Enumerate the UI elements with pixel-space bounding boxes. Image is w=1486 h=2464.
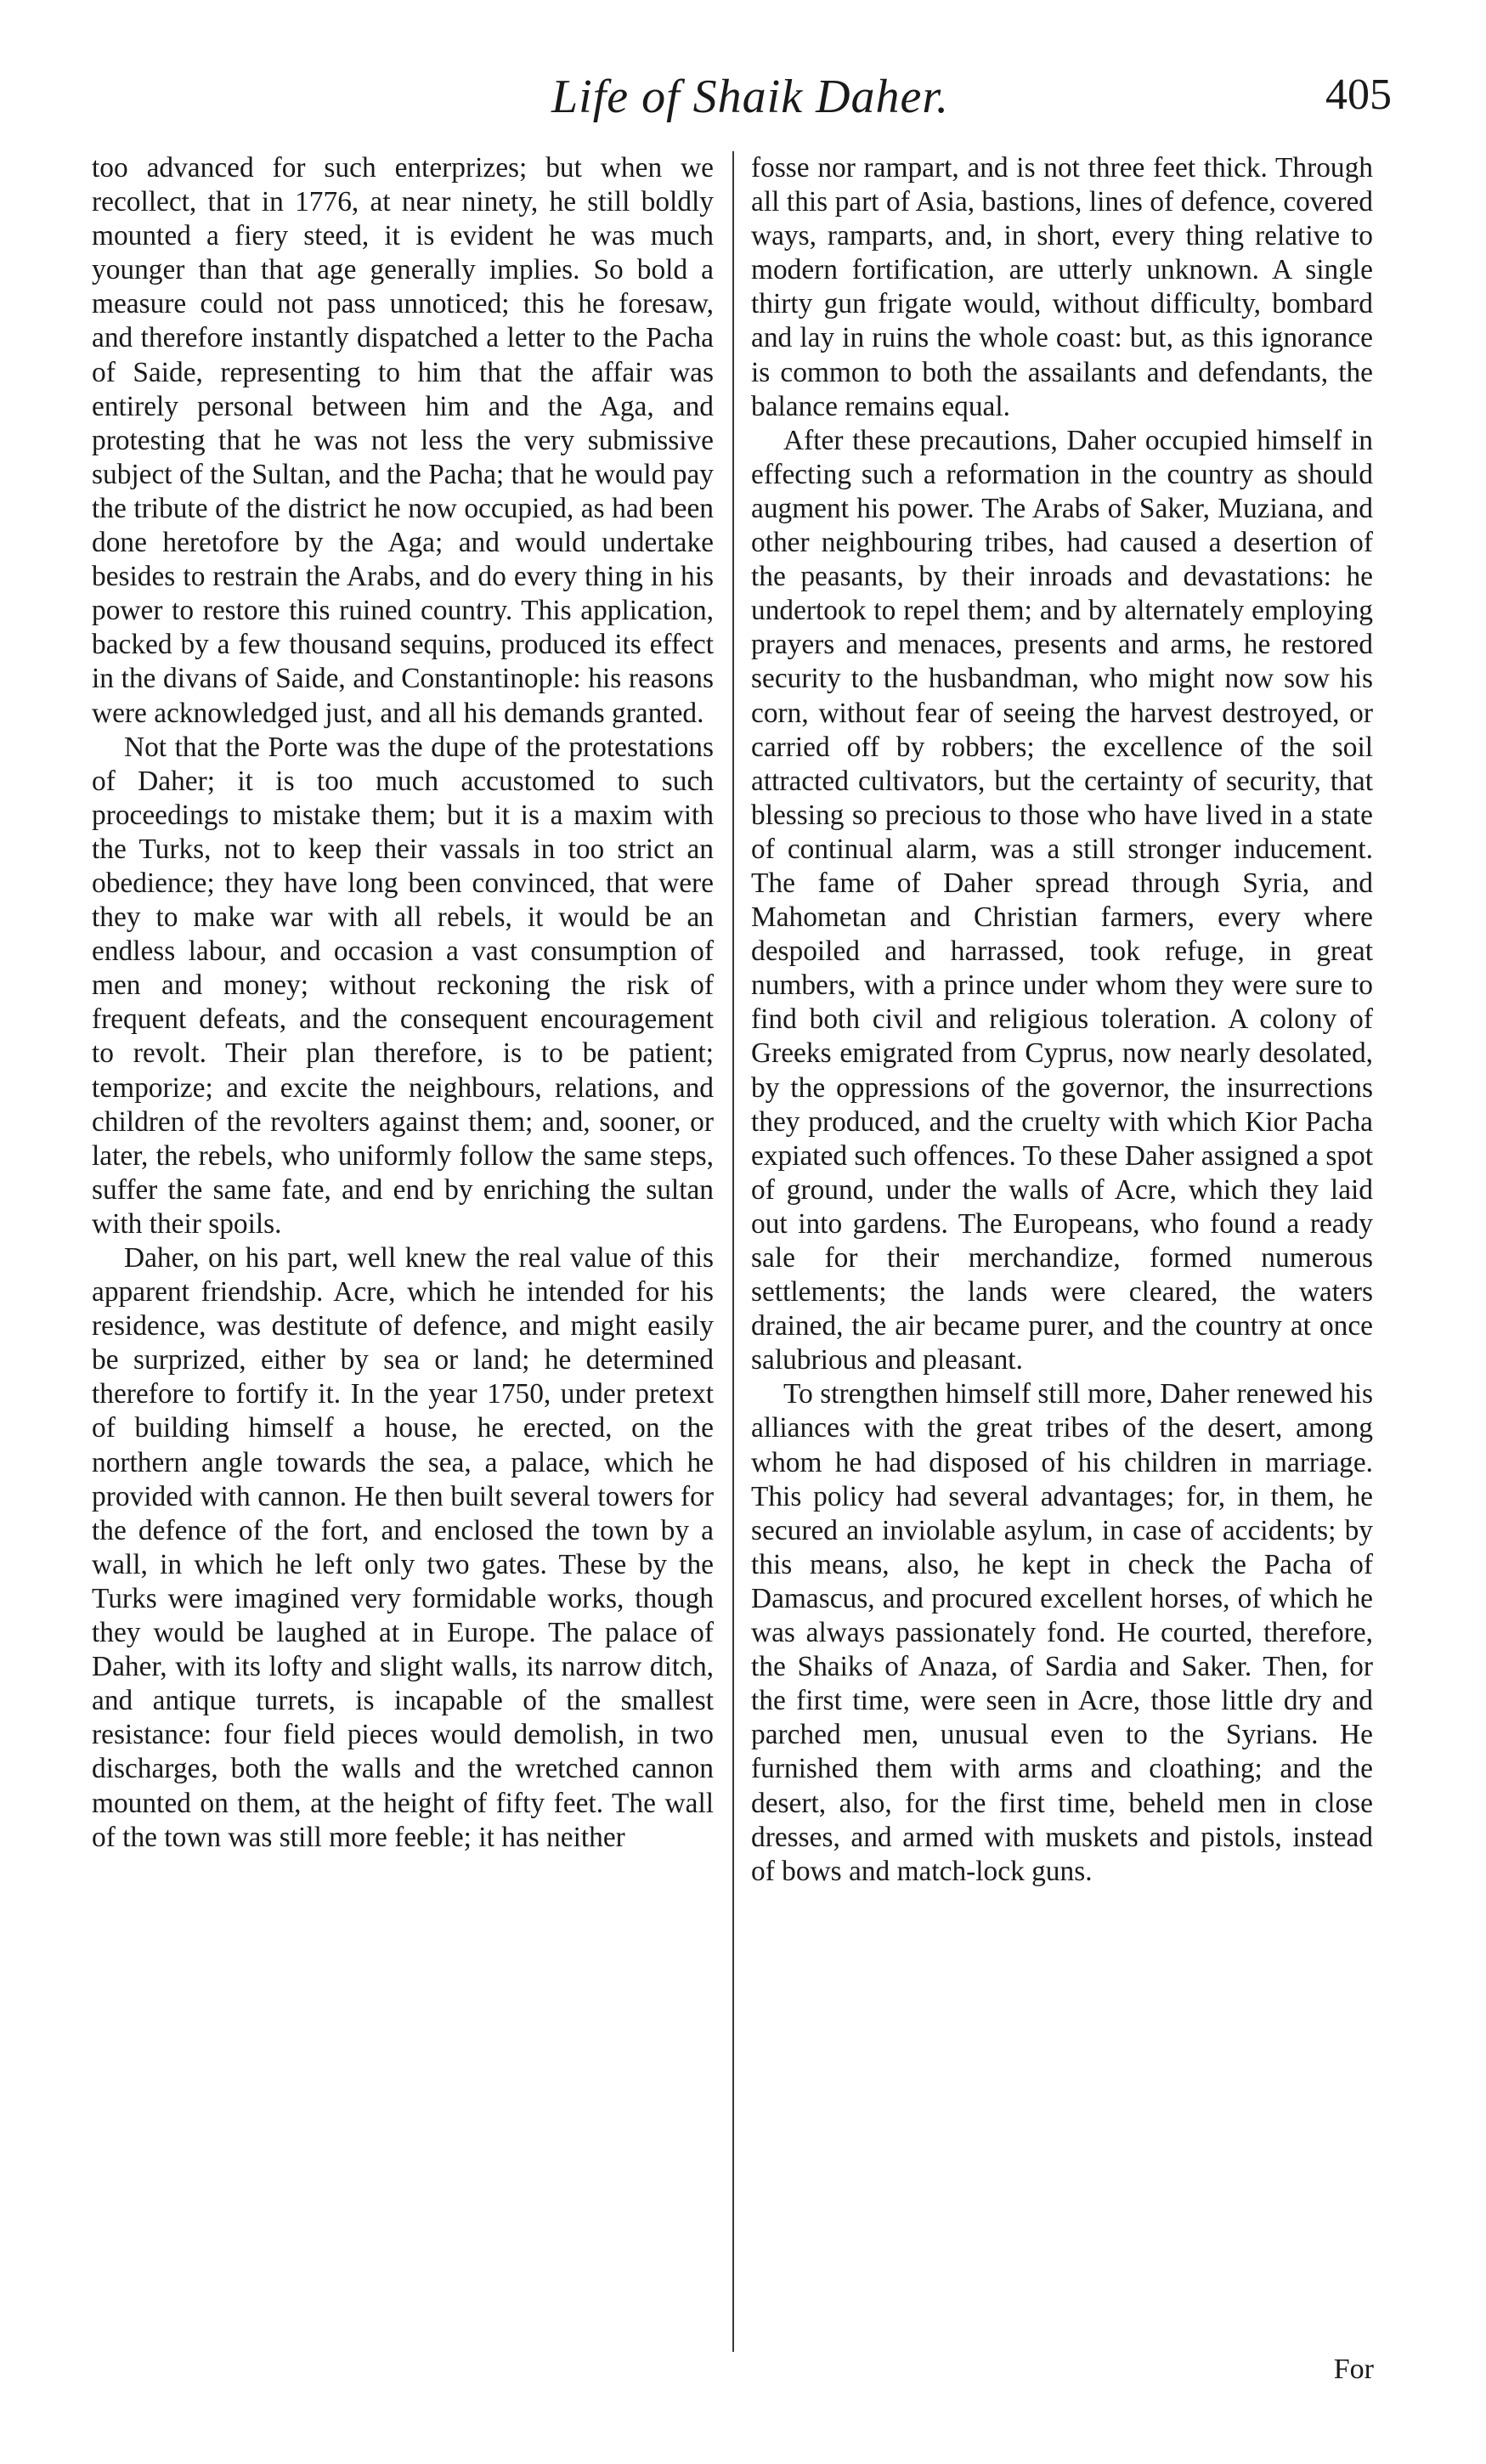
running-title: Life of Shaik Daher. [551, 71, 949, 123]
paragraph: After these precautions, Daher occupied himself in effecting such a reformation in the country as should augment his power. The Arabs of Saker, Muziana, and other neighbouring tribes, had caused a desertion of the peasants, by their inroads and devastations: he undertook to repel them; and by alternately employing prayers and menaces, presents and arms, he restored security to the husbandman, who might now sow his corn, without fear of seeing the harvest destroyed, or carried off by robbers; the excellence of the soil attracted cultivators, but the certainty of security, that blessing so precious to those who have lived in a state of continual alarm, was a still stronger inducement. The fame of Daher spread through Syria, and Mahometan and Christian farmers, every where despoiled and harrassed, took refuge, in great numbers, with a prince under whom they were sure to find both civil and religious toleration. A colony of Greeks emigrated from Cyprus, now nearly desolated, by the oppressions of the governor, the insurrections they produced, and the cruelty with which Kior Pacha expiated such offences. To these Daher assigned a spot of ground, under the walls of Acre, which they laid out into gardens. The Europeans, who found a ready sale for their merchandize, formed numerous settlements; the lands were cleared, the waters drained, the air became purer, and the country at once salubrious and pleasant. [751, 424, 1373, 1376]
paragraph: To strengthen himself still more, Daher renewed his alliances with the great tribes of the desert, among whom he had disposed of his children in marriage. This policy had several advantages; for, in them, he secured an inviolable asylum, in case of accidents; by this means, also, he kept in check the Pacha of Damascus, and procured excellent horses, of which he was always passionately fond. He courted, therefore, the Shaiks of Anaza, of Sardia and Saker. Then, for the first time, were seen in Acre, those little dry and parched men, unusual even to the Syrians. He furnished them with arms and cloathing; and the desert, also, for the first time, beheld men in close dresses, and armed with muskets and pistols, instead of bows and match-lock guns. [751, 1378, 1373, 1887]
right-column [751, 151, 1373, 2360]
left-column [92, 151, 714, 2360]
paragraph: Daher, on his part, well knew the real value of this apparent friendship. Acre, which he intended for his residence, was destitute of defence, and might easily be surprized, either by sea or land; he determined therefore to fortify it. In the year 1750, under pretext of building himself a house, he erected, on the northern angle towards the sea, a palace, which he provided with cannon. He then built several towers for the defence of the fort, and enclosed the town by a wall, in which he left only two gates. These by the Turks were imagined very formidable works, though they would be laughed at in Europe. The palace of Daher, with its lofty and slight walls, its narrow ditch, and antique turrets, is incapable of the smallest resistance: four field pieces would demolish, in two discharges, both the walls and the wretched cannon mounted on them, at the height of fifty feet. The wall of the town was still more feeble; it has neither [92, 1242, 714, 1853]
page-number: 405 [1325, 71, 1392, 119]
paragraph: Not that the Porte was the dupe of the protestations of Daher; it is too much accustomed to such proceedings to mistake them; but it is a maxim with the Turks, not to keep their vassals in too strict an obedience; they have long been convinced, that were they to make war with all rebels, it would be an endless labour, and occasion a vast consumption of men and money; without reckoning the risk of frequent defeats, and the consequent encouragement to revolt. Their plan therefore, is to be patient; temporize; and excite the neighbours, relations, and children of the revolters against them; and, sooner, or later, the rebels, who uniformly follow the same steps, suffer the same fate, and end by enriching the sultan with their spoils. [92, 731, 714, 1240]
column-divider [732, 151, 734, 2352]
running-head [92, 70, 1409, 138]
paragraph: too advanced for such enterprizes; but when we recollect, that in 1776, at near ninety, he still boldly mounted a fiery steed, it is evident he was much younger than that age generally implies. So bold a measure could not pass unnoticed; this he foresaw, and therefore instantly dispatched a letter to the Pacha of Saide, representing to him that the affair was entirely personal between him and the Aga, and protesting that he was not less the very submissive subject of the Sultan, and the Pacha; that he would pay the tribute of the district he now occupied, as had been done heretofore by the Aga; and would undertake besides to restrain the Arabs, and do every thing in his power to restore this ruined country. This application, backed by a few thousand sequins, produced its effect in the divans of Saide, and Constantinople: his reasons were acknowledged just, and all his demands granted. [92, 152, 714, 729]
paragraph: fosse nor rampart, and is not three feet thick. Through all this part of Asia, bastions, lines of defence, covered ways, ramparts, and, in short, every thing relative to modern fortification, are utterly unknown. A single thirty gun frigate would, without difficulty, bombard and lay in ruins the whole coast: but, as this ignorance is common to both the assailants and defendants, the balance remains equal. [751, 152, 1373, 422]
catchword: For [1333, 2354, 1374, 2385]
